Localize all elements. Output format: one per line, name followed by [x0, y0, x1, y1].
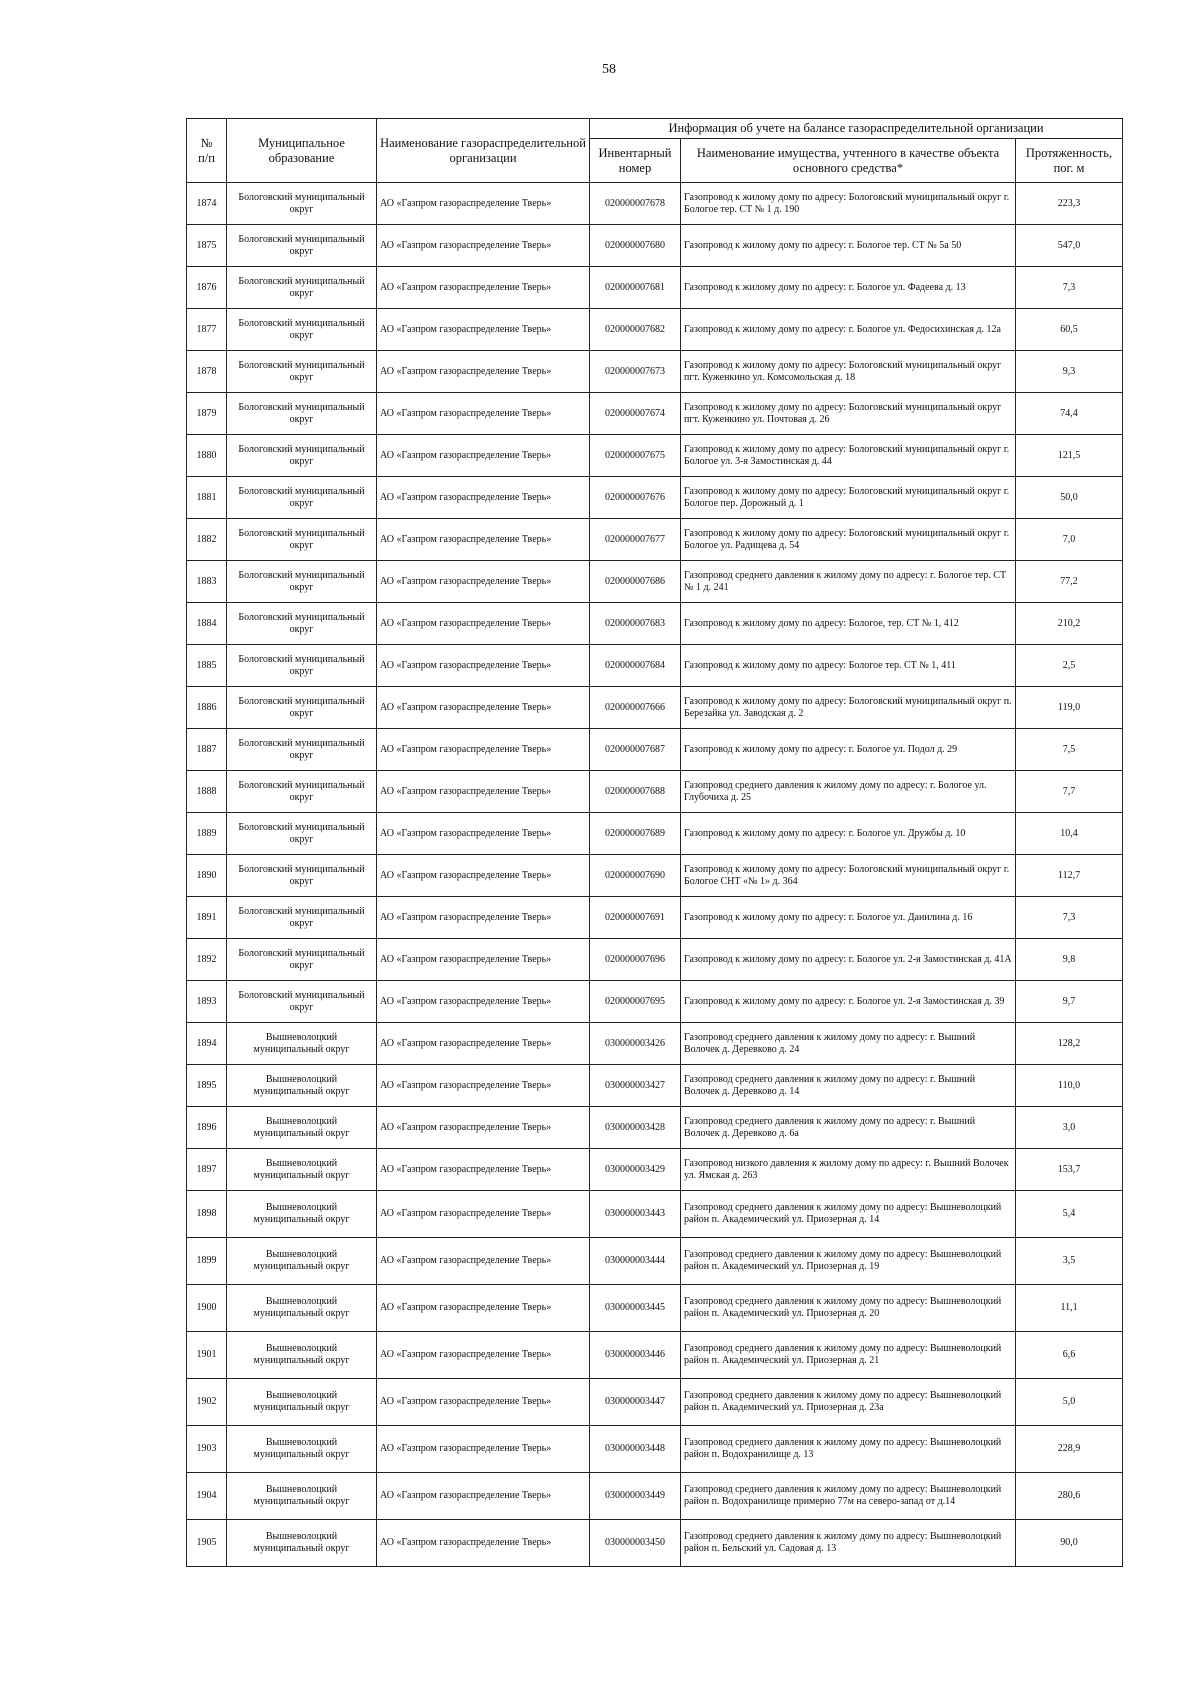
- property-name: Газопровод к жилому дому по адресу: Бологовский муниципальный округ г. Бологое пер. Дорожный д. 1: [681, 477, 1016, 519]
- row-number: 1900: [187, 1285, 227, 1332]
- length-value: 74,4: [1016, 393, 1123, 435]
- municipality-cell: Вышневолоцкий муниципальный округ: [227, 1426, 377, 1473]
- property-name: Газопровод к жилому дому по адресу: г. Бологое тер. СТ № 5а 50: [681, 225, 1016, 267]
- organization-cell: АО «Газпром газораспределение Тверь»: [377, 1473, 590, 1520]
- length-value: 7,0: [1016, 519, 1123, 561]
- organization-cell: АО «Газпром газораспределение Тверь»: [377, 351, 590, 393]
- length-value: 121,5: [1016, 435, 1123, 477]
- organization-cell: АО «Газпром газораспределение Тверь»: [377, 729, 590, 771]
- length-value: 5,4: [1016, 1191, 1123, 1238]
- municipality-cell: Бологовский муниципальный округ: [227, 267, 377, 309]
- row-number: 1883: [187, 561, 227, 603]
- row-number: 1895: [187, 1065, 227, 1107]
- inventory-number: 020000007691: [590, 897, 681, 939]
- length-value: 9,7: [1016, 981, 1123, 1023]
- row-number: 1879: [187, 393, 227, 435]
- property-name: Газопровод среднего давления к жилому дому по адресу: Вышневолоцкий район п. Водохранилище д. 13: [681, 1426, 1016, 1473]
- header-property: Наименование имущества, учтенного в качестве объекта основного средства*: [681, 139, 1016, 183]
- table-row: [187, 1473, 1123, 1520]
- table-row: [187, 267, 1123, 309]
- municipality-cell: Бологовский муниципальный округ: [227, 771, 377, 813]
- municipality-cell: Вышневолоцкий муниципальный округ: [227, 1473, 377, 1520]
- inventory-number: 030000003428: [590, 1107, 681, 1149]
- table-row: [187, 1426, 1123, 1473]
- table-row: [187, 855, 1123, 897]
- length-value: 77,2: [1016, 561, 1123, 603]
- property-name: Газопровод к жилому дому по адресу: г. Бологое ул. Федосихинская д. 12а: [681, 309, 1016, 351]
- table-row: [187, 1379, 1123, 1426]
- organization-cell: АО «Газпром газораспределение Тверь»: [377, 645, 590, 687]
- table-row: [187, 435, 1123, 477]
- table-row: [187, 477, 1123, 519]
- table-row: [187, 519, 1123, 561]
- municipality-cell: Вышневолоцкий муниципальный округ: [227, 1149, 377, 1191]
- header-length: Протяженность, пог. м: [1016, 139, 1123, 183]
- table-row: [187, 561, 1123, 603]
- organization-cell: АО «Газпром газораспределение Тверь»: [377, 939, 590, 981]
- inventory-number: 020000007686: [590, 561, 681, 603]
- table-row: [187, 1332, 1123, 1379]
- organization-cell: АО «Газпром газораспределение Тверь»: [377, 1023, 590, 1065]
- table-row: [187, 1520, 1123, 1567]
- inventory-number: 020000007673: [590, 351, 681, 393]
- inventory-number: 020000007696: [590, 939, 681, 981]
- property-name: Газопровод среднего давления к жилому дому по адресу: Вышневолоцкий район п. Академический ул. Приозерная д. 23а: [681, 1379, 1016, 1426]
- row-number: 1876: [187, 267, 227, 309]
- organization-cell: АО «Газпром газораспределение Тверь»: [377, 1379, 590, 1426]
- inventory-number: 020000007681: [590, 267, 681, 309]
- property-name: Газопровод к жилому дому по адресу: Бологовский муниципальный округ г. Бологое ул. 3-я Замостинская д. 44: [681, 435, 1016, 477]
- inventory-number: 020000007677: [590, 519, 681, 561]
- length-value: 60,5: [1016, 309, 1123, 351]
- inventory-number: 020000007666: [590, 687, 681, 729]
- inventory-number: 030000003443: [590, 1191, 681, 1238]
- length-value: 7,3: [1016, 267, 1123, 309]
- table-row: [187, 309, 1123, 351]
- property-register-table: [186, 118, 1123, 1567]
- table-row: [187, 1285, 1123, 1332]
- row-number: 1887: [187, 729, 227, 771]
- table-row: [187, 981, 1123, 1023]
- municipality-cell: Вышневолоцкий муниципальный округ: [227, 1107, 377, 1149]
- property-name: Газопровод среднего давления к жилому дому по адресу: г. Бологое ул. Глубочиха д. 25: [681, 771, 1016, 813]
- property-name: Газопровод среднего давления к жилому дому по адресу: Вышневолоцкий район п. Академический ул. Приозерная д. 21: [681, 1332, 1016, 1379]
- page-number: 58: [602, 62, 616, 77]
- table-row: [187, 1149, 1123, 1191]
- row-number: 1880: [187, 435, 227, 477]
- organization-cell: АО «Газпром газораспределение Тверь»: [377, 1191, 590, 1238]
- inventory-number: 030000003446: [590, 1332, 681, 1379]
- property-name: Газопровод к жилому дому по адресу: г. Бологое ул. Данилина д. 16: [681, 897, 1016, 939]
- table-row: [187, 813, 1123, 855]
- length-value: 223,3: [1016, 183, 1123, 225]
- property-name: Газопровод к жилому дому по адресу: Бологое тер. СТ № 1, 411: [681, 645, 1016, 687]
- inventory-number: 020000007682: [590, 309, 681, 351]
- organization-cell: АО «Газпром газораспределение Тверь»: [377, 183, 590, 225]
- inventory-number: 020000007689: [590, 813, 681, 855]
- municipality-cell: Бологовский муниципальный округ: [227, 519, 377, 561]
- row-number: 1894: [187, 1023, 227, 1065]
- inventory-number: 020000007674: [590, 393, 681, 435]
- municipality-cell: Бологовский муниципальный округ: [227, 393, 377, 435]
- inventory-number: 030000003449: [590, 1473, 681, 1520]
- municipality-cell: Бологовский муниципальный округ: [227, 183, 377, 225]
- table-row: [187, 771, 1123, 813]
- length-value: 3,0: [1016, 1107, 1123, 1149]
- organization-cell: АО «Газпром газораспределение Тверь»: [377, 267, 590, 309]
- property-name: Газопровод к жилому дому по адресу: Бологовский муниципальный округ п. Березайка ул. Заводская д. 2: [681, 687, 1016, 729]
- row-number: 1904: [187, 1473, 227, 1520]
- property-name: Газопровод к жилому дому по адресу: Бологовский муниципальный округ пгт. Куженкино ул. Комсомольская д. 18: [681, 351, 1016, 393]
- property-name: Газопровод к жилому дому по адресу: г. Бологое ул. 2-я Замостинская д. 41А: [681, 939, 1016, 981]
- table-row: [187, 183, 1123, 225]
- organization-cell: АО «Газпром газораспределение Тверь»: [377, 1285, 590, 1332]
- inventory-number: 030000003429: [590, 1149, 681, 1191]
- inventory-number: 030000003445: [590, 1285, 681, 1332]
- header-inventory: Инвентарный номер: [590, 139, 681, 183]
- row-number: 1892: [187, 939, 227, 981]
- length-value: 7,7: [1016, 771, 1123, 813]
- table-row: [187, 1238, 1123, 1285]
- length-value: 153,7: [1016, 1149, 1123, 1191]
- organization-cell: АО «Газпром газораспределение Тверь»: [377, 1149, 590, 1191]
- municipality-cell: Бологовский муниципальный округ: [227, 435, 377, 477]
- header-organization: Наименование газораспределительной организации: [377, 119, 590, 183]
- table-row: [187, 1107, 1123, 1149]
- property-name: Газопровод среднего давления к жилому дому по адресу: г. Вышний Волочек д. Деревково д. 24: [681, 1023, 1016, 1065]
- inventory-number: 020000007678: [590, 183, 681, 225]
- table-row: [187, 1065, 1123, 1107]
- property-name: Газопровод к жилому дому по адресу: Бологовский муниципальный округ г. Бологое СНТ «№ 1» д. 364: [681, 855, 1016, 897]
- inventory-number: 030000003444: [590, 1238, 681, 1285]
- inventory-number: 020000007695: [590, 981, 681, 1023]
- row-number: 1875: [187, 225, 227, 267]
- inventory-number: 020000007683: [590, 603, 681, 645]
- row-number: 1905: [187, 1520, 227, 1567]
- row-number: 1896: [187, 1107, 227, 1149]
- organization-cell: АО «Газпром газораспределение Тверь»: [377, 981, 590, 1023]
- inventory-number: 020000007684: [590, 645, 681, 687]
- organization-cell: АО «Газпром газораспределение Тверь»: [377, 225, 590, 267]
- municipality-cell: Бологовский муниципальный округ: [227, 939, 377, 981]
- length-value: 6,6: [1016, 1332, 1123, 1379]
- length-value: 11,1: [1016, 1285, 1123, 1332]
- organization-cell: АО «Газпром газораспределение Тверь»: [377, 393, 590, 435]
- municipality-cell: Бологовский муниципальный округ: [227, 477, 377, 519]
- inventory-number: 020000007687: [590, 729, 681, 771]
- organization-cell: АО «Газпром газораспределение Тверь»: [377, 309, 590, 351]
- row-number: 1884: [187, 603, 227, 645]
- property-name: Газопровод среднего давления к жилому дому по адресу: Вышневолоцкий район п. Водохранилище примерно 77м на северо-запад от д.14: [681, 1473, 1016, 1520]
- header-balance-group: Информация об учете на балансе газораспределительной организации: [590, 119, 1123, 139]
- length-value: 280,6: [1016, 1473, 1123, 1520]
- row-number: 1886: [187, 687, 227, 729]
- length-value: 50,0: [1016, 477, 1123, 519]
- property-name: Газопровод к жилому дому по адресу: Бологовский муниципальный округ г. Бологое ул. Радищева д. 54: [681, 519, 1016, 561]
- organization-cell: АО «Газпром газораспределение Тверь»: [377, 1107, 590, 1149]
- inventory-number: 020000007690: [590, 855, 681, 897]
- municipality-cell: Бологовский муниципальный округ: [227, 645, 377, 687]
- row-number: 1898: [187, 1191, 227, 1238]
- property-name: Газопровод низкого давления к жилому дому по адресу: г. Вышний Волочек ул. Ямская д. 263: [681, 1149, 1016, 1191]
- row-number: 1897: [187, 1149, 227, 1191]
- table-row: [187, 1191, 1123, 1238]
- organization-cell: АО «Газпром газораспределение Тверь»: [377, 435, 590, 477]
- organization-cell: АО «Газпром газораспределение Тверь»: [377, 519, 590, 561]
- inventory-number: 020000007680: [590, 225, 681, 267]
- table-row: [187, 1023, 1123, 1065]
- length-value: 2,5: [1016, 645, 1123, 687]
- row-number: 1885: [187, 645, 227, 687]
- municipality-cell: Вышневолоцкий муниципальный округ: [227, 1065, 377, 1107]
- length-value: 228,9: [1016, 1426, 1123, 1473]
- row-number: 1891: [187, 897, 227, 939]
- property-name: Газопровод среднего давления к жилому дому по адресу: Вышневолоцкий район п. Бельский ул. Садовая д. 13: [681, 1520, 1016, 1567]
- property-name: Газопровод к жилому дому по адресу: г. Бологое ул. Подол д. 29: [681, 729, 1016, 771]
- organization-cell: АО «Газпром газораспределение Тверь»: [377, 687, 590, 729]
- length-value: 7,5: [1016, 729, 1123, 771]
- row-number: 1901: [187, 1332, 227, 1379]
- table-body: [187, 183, 1123, 1567]
- organization-cell: АО «Газпром газораспределение Тверь»: [377, 1065, 590, 1107]
- length-value: 110,0: [1016, 1065, 1123, 1107]
- row-number: 1893: [187, 981, 227, 1023]
- property-name: Газопровод среднего давления к жилому дому по адресу: г. Бологое тер. СТ № 1 д. 241: [681, 561, 1016, 603]
- header-municipality: Муниципальное образование: [227, 119, 377, 183]
- organization-cell: АО «Газпром газораспределение Тверь»: [377, 561, 590, 603]
- municipality-cell: Вышневолоцкий муниципальный округ: [227, 1332, 377, 1379]
- property-name: Газопровод среднего давления к жилому дому по адресу: Вышневолоцкий район п. Академический ул. Приозерная д. 20: [681, 1285, 1016, 1332]
- property-name: Газопровод к жилому дому по адресу: Бологовский муниципальный округ пгт. Куженкино ул. Почтовая д. 26: [681, 393, 1016, 435]
- length-value: 128,2: [1016, 1023, 1123, 1065]
- table-row: [187, 225, 1123, 267]
- length-value: 9,3: [1016, 351, 1123, 393]
- table-row: [187, 351, 1123, 393]
- organization-cell: АО «Газпром газораспределение Тверь»: [377, 1426, 590, 1473]
- row-number: 1903: [187, 1426, 227, 1473]
- property-name: Газопровод к жилому дому по адресу: Бологое, тер. СТ № 1, 412: [681, 603, 1016, 645]
- property-name: Газопровод к жилому дому по адресу: г. Бологое ул. Фадеева д. 13: [681, 267, 1016, 309]
- inventory-number: 030000003426: [590, 1023, 681, 1065]
- inventory-number: 020000007688: [590, 771, 681, 813]
- municipality-cell: Бологовский муниципальный округ: [227, 309, 377, 351]
- length-value: 10,4: [1016, 813, 1123, 855]
- municipality-cell: Бологовский муниципальный округ: [227, 561, 377, 603]
- property-name: Газопровод к жилому дому по адресу: Бологовский муниципальный округ г. Бологое тер. СТ № 1 д. 190: [681, 183, 1016, 225]
- length-value: 5,0: [1016, 1379, 1123, 1426]
- row-number: 1888: [187, 771, 227, 813]
- row-number: 1878: [187, 351, 227, 393]
- row-number: 1902: [187, 1379, 227, 1426]
- table-row: [187, 645, 1123, 687]
- organization-cell: АО «Газпром газораспределение Тверь»: [377, 813, 590, 855]
- organization-cell: АО «Газпром газораспределение Тверь»: [377, 603, 590, 645]
- municipality-cell: Вышневолоцкий муниципальный округ: [227, 1285, 377, 1332]
- row-number: 1874: [187, 183, 227, 225]
- length-value: 90,0: [1016, 1520, 1123, 1567]
- property-name: Газопровод к жилому дому по адресу: г. Бологое ул. 2-я Замостинская д. 39: [681, 981, 1016, 1023]
- municipality-cell: Бологовский муниципальный округ: [227, 855, 377, 897]
- inventory-number: 020000007676: [590, 477, 681, 519]
- municipality-cell: Бологовский муниципальный округ: [227, 225, 377, 267]
- row-number: 1877: [187, 309, 227, 351]
- inventory-number: 020000007675: [590, 435, 681, 477]
- municipality-cell: Бологовский муниципальный округ: [227, 687, 377, 729]
- organization-cell: АО «Газпром газораспределение Тверь»: [377, 1332, 590, 1379]
- municipality-cell: Вышневолоцкий муниципальный округ: [227, 1023, 377, 1065]
- organization-cell: АО «Газпром газораспределение Тверь»: [377, 771, 590, 813]
- inventory-number: 030000003450: [590, 1520, 681, 1567]
- organization-cell: АО «Газпром газораспределение Тверь»: [377, 897, 590, 939]
- inventory-number: 030000003427: [590, 1065, 681, 1107]
- row-number: 1889: [187, 813, 227, 855]
- municipality-cell: Вышневолоцкий муниципальный округ: [227, 1379, 377, 1426]
- header-num: № п/п: [187, 119, 227, 183]
- table-row: [187, 729, 1123, 771]
- table-header: [187, 119, 1123, 183]
- inventory-number: 030000003448: [590, 1426, 681, 1473]
- organization-cell: АО «Газпром газораспределение Тверь»: [377, 1520, 590, 1567]
- length-value: 547,0: [1016, 225, 1123, 267]
- organization-cell: АО «Газпром газораспределение Тверь»: [377, 477, 590, 519]
- row-number: 1882: [187, 519, 227, 561]
- length-value: 119,0: [1016, 687, 1123, 729]
- length-value: 3,5: [1016, 1238, 1123, 1285]
- municipality-cell: Бологовский муниципальный округ: [227, 813, 377, 855]
- municipality-cell: Бологовский муниципальный округ: [227, 981, 377, 1023]
- municipality-cell: Бологовский муниципальный округ: [227, 603, 377, 645]
- inventory-number: 030000003447: [590, 1379, 681, 1426]
- table-row: [187, 897, 1123, 939]
- property-name: Газопровод среднего давления к жилому дому по адресу: Вышневолоцкий район п. Академический ул. Приозерная д. 14: [681, 1191, 1016, 1238]
- table-row: [187, 939, 1123, 981]
- table-row: [187, 687, 1123, 729]
- length-value: 9,8: [1016, 939, 1123, 981]
- municipality-cell: Бологовский муниципальный округ: [227, 897, 377, 939]
- length-value: 112,7: [1016, 855, 1123, 897]
- property-name: Газопровод среднего давления к жилому дому по адресу: Вышневолоцкий район п. Академический ул. Приозерная д. 19: [681, 1238, 1016, 1285]
- row-number: 1899: [187, 1238, 227, 1285]
- property-name: Газопровод среднего давления к жилому дому по адресу: г. Вышний Волочек д. Деревково д. 6а: [681, 1107, 1016, 1149]
- table-row: [187, 603, 1123, 645]
- municipality-cell: Вышневолоцкий муниципальный округ: [227, 1520, 377, 1567]
- municipality-cell: Вышневолоцкий муниципальный округ: [227, 1191, 377, 1238]
- row-number: 1881: [187, 477, 227, 519]
- property-name: Газопровод к жилому дому по адресу: г. Бологое ул. Дружбы д. 10: [681, 813, 1016, 855]
- length-value: 210,2: [1016, 603, 1123, 645]
- property-name: Газопровод среднего давления к жилому дому по адресу: г. Вышний Волочек д. Деревково д. 14: [681, 1065, 1016, 1107]
- table-row: [187, 393, 1123, 435]
- municipality-cell: Бологовский муниципальный округ: [227, 351, 377, 393]
- organization-cell: АО «Газпром газораспределение Тверь»: [377, 1238, 590, 1285]
- municipality-cell: Бологовский муниципальный округ: [227, 729, 377, 771]
- row-number: 1890: [187, 855, 227, 897]
- municipality-cell: Вышневолоцкий муниципальный округ: [227, 1238, 377, 1285]
- organization-cell: АО «Газпром газораспределение Тверь»: [377, 855, 590, 897]
- length-value: 7,3: [1016, 897, 1123, 939]
